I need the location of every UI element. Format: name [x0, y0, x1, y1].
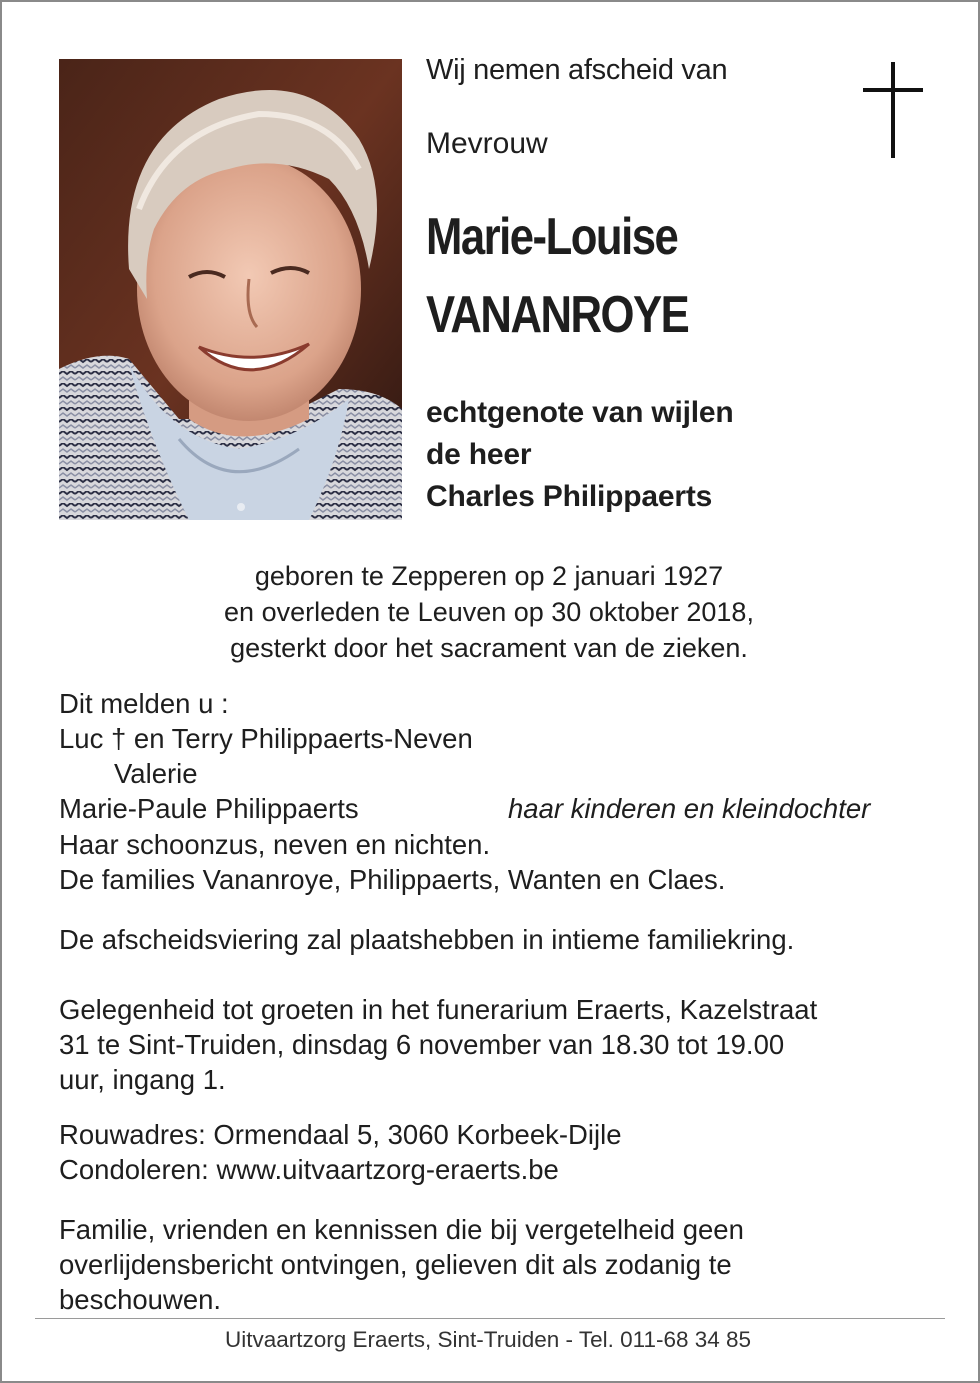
death-line: en overleden te Leuven op 30 oktober 2018, [224, 597, 754, 627]
announcer-line: Luc † en Terry Philippaerts-Neven [59, 723, 473, 754]
spouse-line-1: echtgenote van wijlen [426, 396, 734, 429]
deceased-first-name: Marie-Louise [426, 208, 678, 266]
spouse-line-2: de heer [426, 438, 532, 471]
visitation-line: 31 te Sint-Truiden, dinsdag 6 november van 18.30 tot 19.00 [59, 1029, 785, 1060]
sacrament-line: gesterkt door het sacrament van de zieken. [230, 633, 748, 663]
mourning-address: Rouwadres: Ormendaal 5, 3060 Korbeek-Dijle [59, 1119, 622, 1150]
note-line: overlijdensbericht ontvingen, gelieven dit als zodanig te [59, 1249, 732, 1280]
announcers-intro: Dit melden u : [59, 688, 229, 719]
birth-line: geboren te Zepperen op 2 januari 1927 [254, 561, 724, 591]
note-line: Familie, vrienden en kennissen die bij vergetelheid geen [59, 1214, 744, 1245]
relationship-label: haar kinderen en kleindochter [508, 793, 871, 824]
announcer-line: Valerie [114, 758, 198, 789]
deceased-last-name: VANANROYE [426, 286, 689, 344]
visitation-line: uur, ingang 1. [59, 1064, 226, 1095]
announcer-line: Haar schoonzus, neven en nichten. [59, 829, 491, 860]
footer-divider [35, 1318, 945, 1319]
intro-text: Wij nemen afscheid van [426, 54, 728, 86]
salutation: Mevrouw [426, 127, 548, 160]
portrait-photo [59, 59, 402, 520]
note-line: beschouwen. [59, 1284, 222, 1315]
spouse-line-3: Charles Philippaerts [426, 480, 713, 513]
announcer-line: Marie-Paule Philippaerts [59, 793, 359, 824]
funeral-home-footer: Uitvaartzorg Eraerts, Sint-Truiden - Tel. 011-68 34 85 [224, 1327, 752, 1352]
condolence-website[interactable]: Condoleren: www.uitvaartzorg-eraerts.be [59, 1154, 559, 1185]
ceremony-text: De afscheidsviering zal plaatshebben in intieme familiekring. [59, 924, 795, 955]
visitation-line: Gelegenheid tot groeten in het funerarium Eraerts, Kazelstraat [59, 994, 818, 1025]
announcer-line: De families Vananroye, Philippaerts, Wanten en Claes. [59, 864, 726, 895]
latin-cross-icon [863, 62, 923, 158]
